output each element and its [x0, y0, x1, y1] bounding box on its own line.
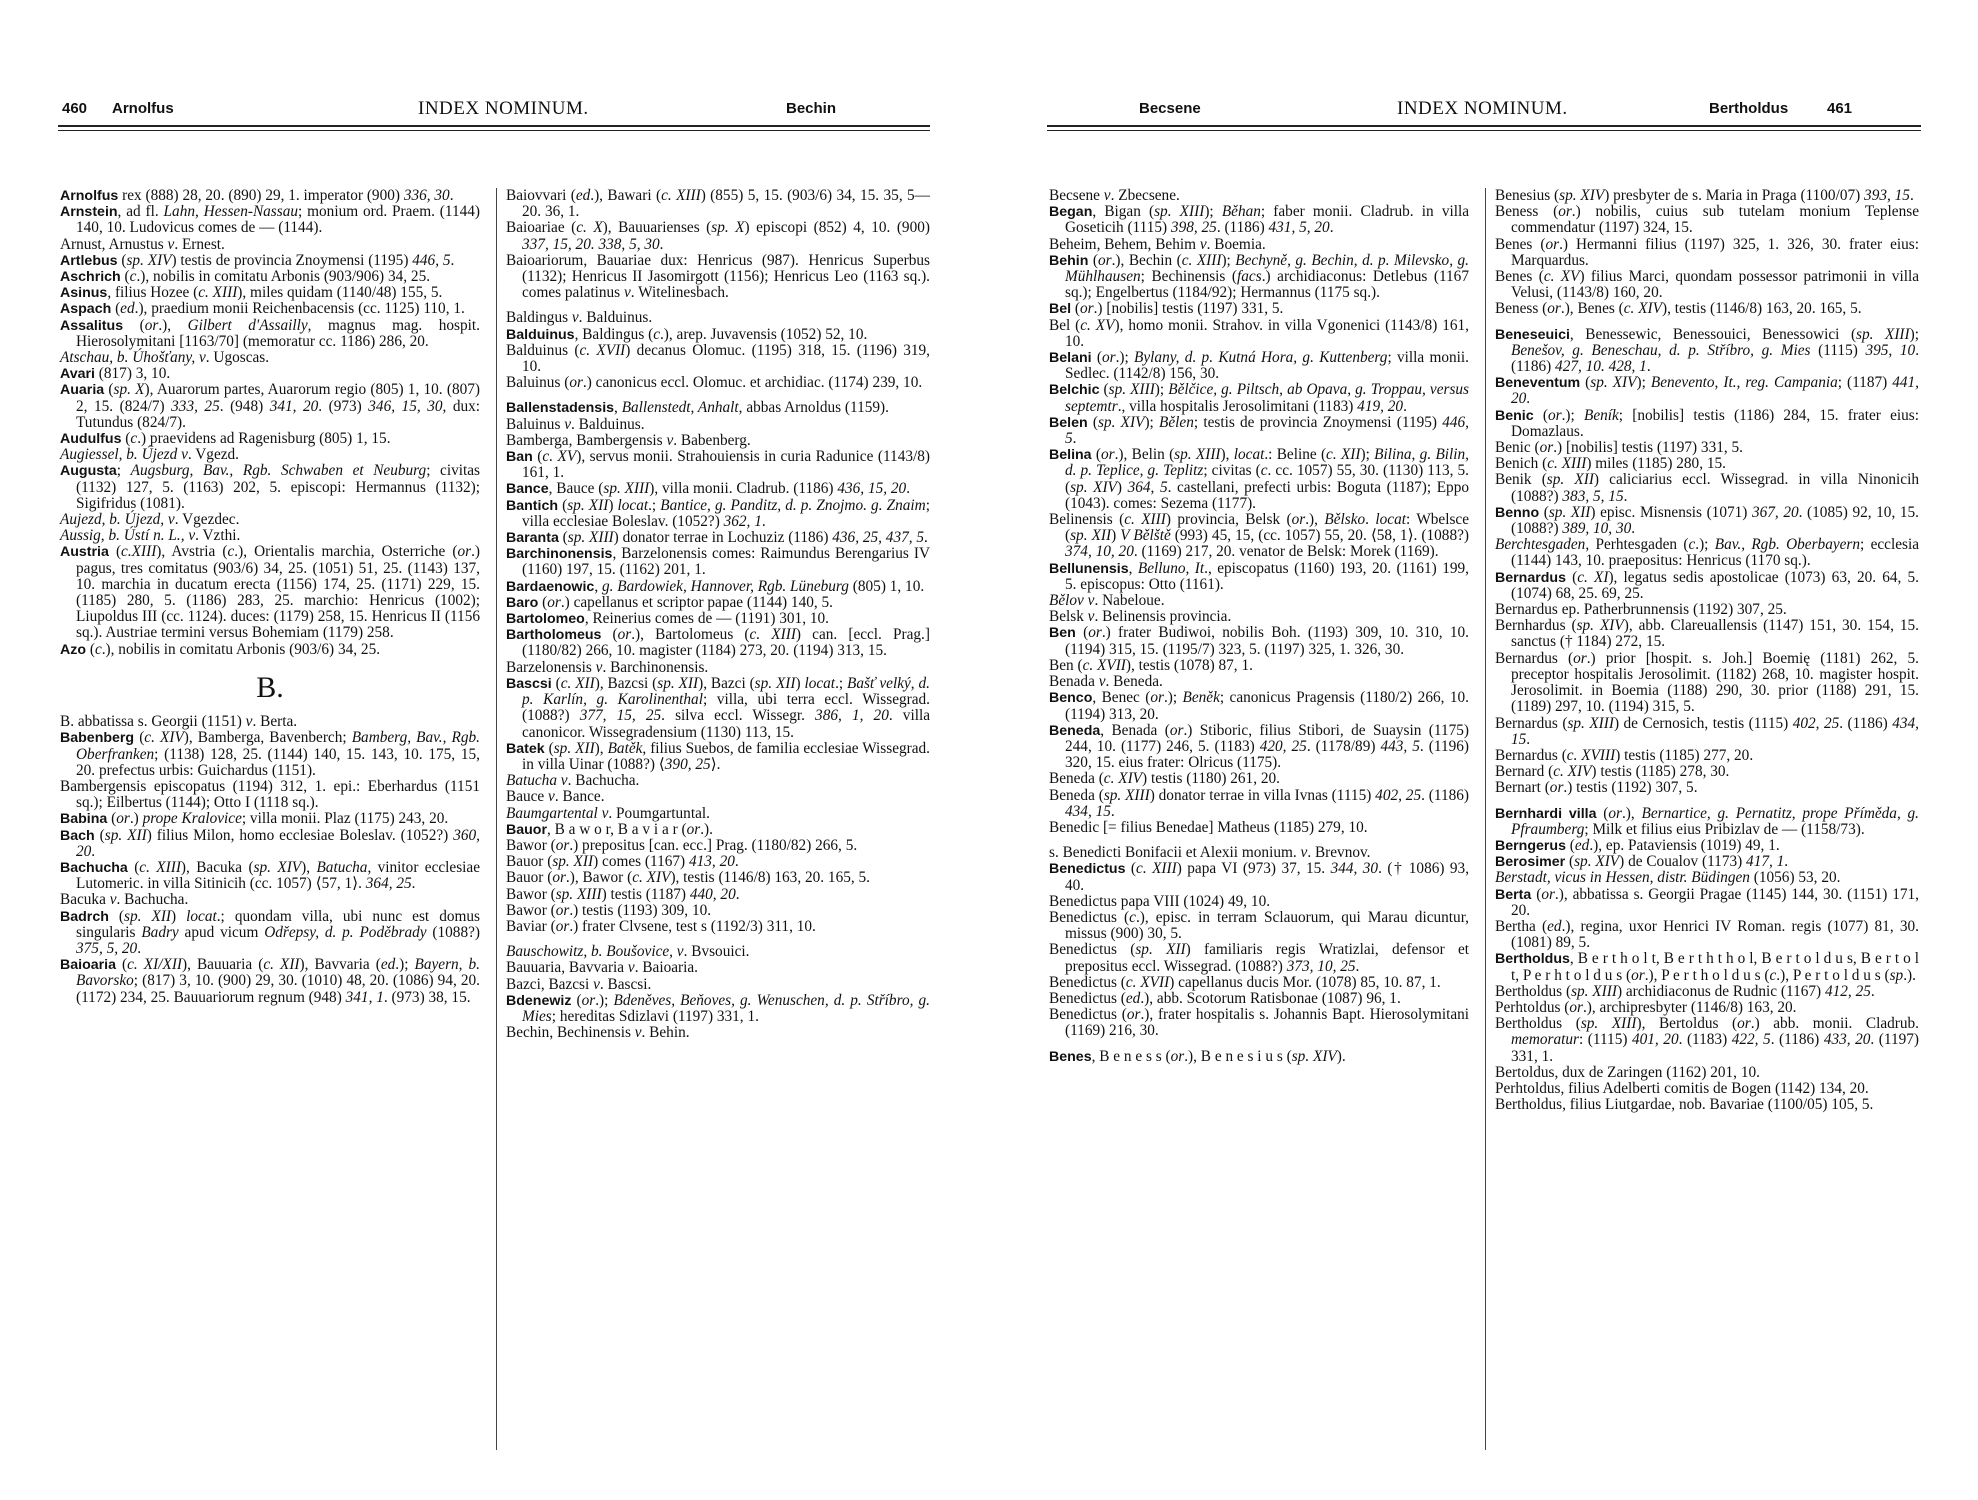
index-entry: Aspach (ed.), praedium monii Reichenbacensis (cc. 1125) 110, 1. [60, 300, 465, 318]
index-entry: Audulfus (c.) praevidens ad Ragenisburg (805) 1, 15. [60, 430, 391, 448]
index-entry: Benik (sp. XII) caliciarius eccl. Wissegrad. in villa Ninonicih (1088?) 383, 5, 15. [1495, 471, 1919, 505]
index-entry: Bernardus (c. XI), legatus sedis apostolicae (1073) 63, 20. 64, 5. (1074) 68, 25. 69, 25. [1495, 568, 1919, 602]
index-entry: Beness (or.), Benes (c. XIV), testis (1146/8) 163, 20. 165, 5. [1495, 300, 1862, 318]
index-entry: Bacuka v. Bachucha. [60, 891, 189, 909]
index-entry: Benedictus (c. XIII) papa VI (973) 37, 15. 344, 30. († 1086) 93, 40. [1049, 860, 1470, 894]
index-entry: Balduinus, Baldingus (c.), arep. Juvavensis (1052) 52, 10. [506, 325, 868, 343]
index-entry: Belani (or.); Bylany, d. p. Kutná Hora, g. Kuttenberg; villa monii. Sedlec. (1142/8) 156, 30. [1049, 349, 1469, 383]
index-entry: Perhtoldus, filius Adelberti comitis de Bogen (1142) 134, 20. [1495, 1079, 1869, 1097]
index-entry: Bartolomeo, Reinerius comes de — (1191) 301, 10. [506, 610, 829, 628]
index-entry: Artlebus (sp. XIV) testis de provincia Znoymensi (1195) 446, 5. [60, 251, 455, 269]
right-page [989, 0, 1978, 1500]
index-entry: Benco, Benec (or.); Beněk; canonicus Pragensis (1180/2) 266, 10. (1194) 313, 20. [1049, 689, 1469, 723]
right-running-head [989, 100, 1978, 124]
index-entry: Augiessel, b. Újezd v. Vgezd. [60, 446, 239, 464]
section-letter: B. [256, 670, 284, 704]
index-entry: Benedictus (c.), episc. in terram Sclauorum, qui Marau dicuntur, missus (900) 30, 5. [1049, 908, 1469, 943]
index-entry: Bel (c. XV), homo monii. Strahov. in villa Vgonenici (1143/8) 161, 10. [1049, 316, 1469, 350]
index-entry: Barzelonensis v. Barchinonensis. [506, 658, 709, 676]
index-entry: Bel (or.) [nobilis] testis (1197) 331, 5. [1049, 300, 1284, 318]
right-index-title: INDEX NOMINUM. [1397, 98, 1568, 119]
index-entry: Baumgartental v. Poumgartuntal. [506, 804, 710, 822]
index-entry: Aujezd, b. Újezd, v. Vgezdec. [60, 511, 240, 529]
index-entry: Baluinus v. Balduinus. [506, 415, 645, 433]
index-entry: Bachucha (c. XIII), Bacuka (sp. XIV), Batucha, vinitor ecclesiae Lutomeric. in villa Sitinicih (cc. 1057) ⟨57, 1⟩. 364, 25. [60, 858, 480, 893]
index-entry: Benedictus (c. XVII) capellanus ducis Mor. (1078) 85, 10. 87, 1. [1049, 973, 1441, 991]
index-entry: Baro (or.) capellanus et scriptor papae (1144) 140, 5. [506, 593, 833, 611]
index-entry: Baioariorum, Bauariae dux: Henricus (987). Henricus Superbus (1132); Henricus II Jasomirgott (1156); Henricus Leo (1163 sq.). comes palatinus v. Witelinesbach. [506, 251, 930, 302]
index-entry: Bellunensis, Belluno, It., episcopatus (1160) 193, 20. (1161) 199, 5. episcopus: Otto (1161). [1049, 559, 1469, 593]
index-entry: Belina (or.), Belin (sp. XIII), locat.: Beline (c. XII); Bilina, g. Bilin, d. p. Teplice, g. Teplitz; civitas (c. cc. 1057) 55, 30. (1130) 113, 5. (sp. XIV) 364, 5. castellani, prefecti urbis: Boguta (1187); Eppo (1043). comes: Sezema (1177). [1049, 446, 1470, 512]
index-entry: Baranta (sp. XIII) donator terrae in Lochuziz (1186) 436, 25, 437, 5. [506, 529, 928, 547]
right-column-divider [1485, 188, 1486, 1450]
index-entry: Benic (or.) [nobilis] testis (1197) 331, 5. [1495, 439, 1743, 457]
left-column-divider [496, 188, 497, 1450]
right-header-rule [1047, 125, 1921, 131]
index-entry: Behin (or.), Bechin (c. XIII); Bechyně, g. Bechin, d. p. Milevsko, g. Mühlhausen; Bechinensis (facs.) archidiaconus: Detlebus (1167 sq.); Engelbertus (1184/92); Hermannus (1175 sq.). [1049, 251, 1469, 302]
index-entry: Assalitus (or.), Gilbert d'Assailly, magnus mag. hospit. Hierosolymitani [1163/70] (memoratur cc. 1186) 286, 20. [60, 316, 480, 350]
right-column-1 [1049, 188, 1469, 1065]
index-entry: Bascsi (c. XII), Bazcsi (sp. XII), Bazci (sp. XII) locat.; Bašť velký, d. p. Karlín, g. Karolinenthal; villa, ubi terra eccl. Wissegrad. (1088?) 377, 15, 25. silva eccl. Wissegr. 386, 1, 20. villa canonicor. Wissegradensium (1130) 113, 15. [506, 674, 930, 741]
index-entry: Bauce v. Bance. [506, 788, 605, 806]
index-entry: Aussig, b. Ústí n. L., v. Vzthi. [60, 527, 241, 545]
left-catchword-end: Bechin [786, 100, 837, 117]
index-entry: Babina (or.) prope Kralovice; villa monii. Plaz (1175) 243, 20. [60, 810, 449, 828]
index-entry: Benedictus (sp. XII) familiaris regis Wratizlai, defensor et prepositus eccl. Wissegrad. (1088?) 373, 10, 25. [1049, 941, 1470, 975]
left-column-1 [60, 188, 480, 1006]
index-entry: Batek (sp. XII), Batěk, filius Suebos, de familia ecclesiae Wissegrad. in villa Uinar (1088?) ⟨390, 25⟩. [506, 739, 930, 773]
right-page-number: 461 [1827, 100, 1853, 117]
index-entry: s. Benedicti Bonifacii et Alexii monium. v. Brevnov. [1049, 844, 1371, 862]
index-entry: Berta (or.), abbatissa s. Georgii Pragae (1145) 144, 30. (1151) 171, 20. [1495, 885, 1920, 919]
index-entry: Bernhardi villa (or.), Bernartice, g. Pernatitz, prope Příměda, g. Pfraumberg; Milk et filius eius Pribizlav de — (1158/73). [1495, 804, 1920, 838]
index-entry: Bertholdus (sp. XIII) archidiaconus de Rudnic (1167) 412, 25. [1495, 982, 1875, 1000]
index-entry: Baioariae (c. X), Bauuarienses (sp. X) episcopi (852) 4, 10. (900) 337, 15, 20. 338, 5, 30. [506, 219, 930, 253]
index-entry: Aschrich (c.), nobilis in comitatu Arbonis (903/906) 34, 25. [60, 268, 431, 286]
index-entry: Badrch (sp. XII) locat.; quondam villa, ubi nunc est domus singularis Badry apud vicum Odřepsy, d. p. Poděbrady (1088?) 375, 5, 20. [60, 907, 480, 957]
index-entry: Barchinonensis, Barzelonensis comes: Raimundus Berengarius IV (1160) 197, 15. (1162) 201, 1. [506, 545, 930, 579]
index-entry: Baluinus (or.) canonicus eccl. Olomuc. et archidiac. (1174) 239, 10. [506, 374, 923, 392]
index-entry: Bach (sp. XII) filius Milon, homo ecclesiae Boleslav. (1052?) 360, 20. [60, 826, 480, 860]
index-entry: Balduinus (c. XVII) decanus Olomuc. (1195) 318, 15. (1196) 319, 10. [506, 341, 930, 376]
index-entry: Baioaria (c. XI/XII), Bauuaria (c. XII), Bavvaria (ed.); Bayern, b. Bavorsko; (817) 3, 10. (900) 29, 30. (1010) 48, 20. (1086) 94, 20. (1172) 234, 25. Bauuariorum regnum (948) 341, 1. (973) 38, 15. [60, 956, 481, 1006]
index-entry: Baviar (or.) frater Clvsene, test s (1192/3) 311, 10. [506, 917, 816, 935]
index-entry: Benno (sp. XII) episc. Misnensis (1071) 367, 20. (1085) 92, 10, 15. (1088?) 389, 10, 30. [1495, 503, 1919, 538]
index-entry: Beneseuici, Benessewic, Benessouici, Benessowici (sp. XIII); Benešov, g. Beneschau, d. p. Stříbro, g. Mies (1115) 395, 10. (1186) 427, 10. 428, 1. [1495, 325, 1920, 376]
index-entry: Bauschowitz, b. Boušovice, v. Bvsouici. [506, 943, 750, 961]
left-header-rule [58, 125, 930, 131]
index-entry: Arnstein, ad fl. Lahn, Hessen-Nassau; monium ord. Praem. (1144) 140, 10. Ludovicus comes de — (1144). [60, 203, 481, 237]
index-entry: Becsene v. Zbecsene. [1049, 187, 1180, 204]
index-entry: Ban (c. XV), servus monii. Strahouiensis in curia Radunice (1143/8) 161, 1. [506, 448, 930, 482]
index-entry: Perhtoldus (or.), archipresbyter (1146/8) 163, 20. [1495, 998, 1797, 1016]
index-entry: Bertoldus, dux de Zaringen (1162) 201, 10. [1495, 1063, 1760, 1081]
index-entry: Berosimer (sp. XIV) de Coualov (1173) 417, 1. [1495, 853, 1789, 871]
index-entry: Bertholdus, filius Liutgardae, nob. Bavariae (1100/05) 105, 5. [1495, 1096, 1874, 1114]
index-entry: Ballenstadensis, Ballenstedt, Anhalt, abbas Arnoldus (1159). [506, 399, 889, 417]
index-entry: Belsk v. Belinensis provincia. [1049, 608, 1232, 626]
index-entry: Beheim, Behem, Behim v. Boemia. [1049, 235, 1266, 253]
index-entry: Bazci, Bazcsi v. Bascsi. [506, 975, 652, 993]
index-entry: Berchtesgaden, Perhtesgaden (c.); Bav., Rgb. Oberbayern; ecclesia (1144) 143, 10. praepositus: Henricus (1170 sq.). [1495, 536, 1920, 570]
index-entry: Asinus, filius Hozee (c. XIII), miles quidam (1140/48) 155, 5. [60, 284, 443, 302]
index-entry: Batucha v. Bachucha. [506, 772, 640, 790]
index-entry: Beness (or.) nobilis, cuius sub tutelam monium Teplense commendatur (1197) 324, 15. [1495, 203, 1919, 237]
index-entry: Bertholdus, B e r t h o l t, B e r t h t h o l, B e r t o l d u s, B e r t o l t, P e r h t o l d u s (or.), P e r t h o l d u s (c.), P e r t o l d u s (sp.). [1495, 950, 1919, 984]
right-catchword-end: Bertholdus [1709, 100, 1789, 117]
index-entry: Benedic [= filius Benedae] Matheus (1185) 279, 10. [1049, 818, 1368, 836]
index-entry: Berngerus (ed.), ep. Pataviensis (1019) 49, 1. [1495, 836, 1780, 854]
index-entry: Baiovvari (ed.), Bawari (c. XIII) (855) 5, 15. (903/6) 34, 15. 35, 5—20. 36, 1. [506, 187, 930, 221]
index-entry: Bawor (or.) prepositus [can. ecc.] Prag. (1180/82) 266, 5. [506, 836, 858, 854]
index-entry: B. abbatissa s. Georgii (1151) v. Berta. [60, 713, 298, 731]
index-entry: Bartholomeus (or.), Bartolomeus (c. XIII) can. [eccl. Prag.] (1180/82) 266, 10. magister (1184) 273, 20. (1194) 313, 15. [506, 626, 930, 660]
index-entry: Benic (or.); Beník; [nobilis] testis (1186) 284, 15. frater eius: Domazlaus. [1495, 406, 1919, 440]
index-entry: Benesius (sp. XIV) presbyter de s. Maria in Praga (1100/07) 393, 15. [1495, 187, 1914, 204]
index-entry: Ben (c. XVII), testis (1078) 87, 1. [1049, 656, 1253, 674]
index-entry: Benada v. Beneda. [1049, 673, 1163, 691]
index-entry: Bělov v. Nabeloue. [1049, 592, 1165, 610]
index-entry: Atschau, b. Úhošťany, v. Ugoscas. [60, 349, 270, 367]
index-entry: Babenberg (c. XIV), Bamberga, Bavenberch; Bamberg, Bav., Rgb. Oberfranken; (1138) 128, 25. (1144) 140, 15. 143, 10. 175, 15, 20. prefectus urbis: Guichardus (1151). [60, 729, 480, 779]
index-entry: Ben (or.) frater Budiwoi, nobilis Boh. (1193) 309, 10. 310, 10. (1194) 315, 15. (1195/7) 323, 5. (1197) 325, 1. 326, 30. [1049, 624, 1469, 658]
index-entry: Bernardus ep. Patherbrunnensis (1192) 307, 25. [1495, 601, 1787, 619]
index-entry: Austria (c.XIII), Avstria (c.), Orientalis marchia, Osterriche (or.) pagus, tres comitatus (903/6) 34, 25. (1051) 51, 25. (1143) 137, 10. marchia in ducatum erecta (1156) 174, 25. (1171) 229, 15. (1185) 280, 5. (1186) 283, 25. marchio: Henricus (1002); Liupoldus III (cc. 1124). duces: (1179) 258, 15. Henricus II (1156 sq.). Austriae termini versus Bohemiam (1179) 258. [60, 543, 480, 642]
left-page-number: 460 [62, 100, 88, 117]
index-entry: Arnolfus rex (888) 28, 20. (890) 29, 1. imperator (900) 336, 30. [60, 187, 454, 204]
index-entry: Belen (sp. XIV); Bělen; testis de provincia Znoymensi (1195) 446, 5. [1049, 413, 1470, 448]
index-entry: Bernart (or.) testis (1192) 307, 5. [1495, 779, 1698, 797]
right-column-2 [1495, 188, 1919, 1113]
index-entry: Azo (c.), nobilis in comitatu Arbonis (903/6) 34, 25. [60, 640, 381, 658]
index-entry: Benedictus (ed.), abb. Scotorum Ratisbonae (1087) 96, 1. [1049, 989, 1401, 1007]
left-running-head [0, 100, 989, 124]
index-entry: Bauor (sp. XII) comes (1167) 413, 20. [506, 853, 739, 871]
index-entry: Bantich (sp. XII) locat.; Bantice, g. Panditz, d. p. Znojmo. g. Znaim; villa ecclesiae Boleslav. (1052?) 362, 1. [506, 496, 930, 530]
left-catchword-start: Arnolfus [112, 100, 174, 117]
index-entry: Bamberga, Bambergensis v. Babenberg. [506, 431, 751, 449]
index-entry: Arnust, Arnustus v. Ernest. [60, 235, 225, 253]
index-entry: Began, Bigan (sp. XIII); Běhan; faber monii. Cladrub. in villa Goseticih (1115) 398, 25. (1186) 431, 5, 20. [1049, 203, 1470, 237]
index-entry: Augusta; Augsburg, Bav., Rgb. Schwaben et Neuburg; civitas (1132) 127, 5. (1163) 202, 5. episcopi: Hermannus (1132); Sigifridus (1081). [60, 462, 480, 512]
index-entry: Bernhardus (sp. XIV), abb. Clareuallensis (1147) 151, 30. 154, 15. sanctus († 1184) 272, 15. [1495, 617, 1919, 651]
index-entry: Baldingus v. Balduinus. [506, 309, 653, 327]
index-entry: Beneda (sp. XIII) donator terrae in villa Ivnas (1115) 402, 25. (1186) 434, 15. [1049, 786, 1469, 820]
right-catchword-start: Becsene [1139, 100, 1201, 117]
index-entry: Bauor (or.), Bawor (c. XIV), testis (1146/8) 163, 20. 165, 5. [506, 869, 870, 887]
index-entry: Bauor, B a w o r, B a v i a r (or.). [506, 820, 713, 838]
index-entry: Benedictus (or.), frater hospitalis s. Johannis Bapt. Hierosolymitani (1169) 216, 30. [1049, 1006, 1470, 1040]
index-entry: Bdenewiz (or.); Bdeněves, Beňoves, g. Wenuschen, d. p. Stříbro, g. Mies; hereditas Sdizlavi (1197) 331, 1. [506, 991, 930, 1025]
index-entry: Benedictus papa VIII (1024) 49, 10. [1049, 892, 1271, 910]
left-column-2 [506, 188, 930, 1041]
index-entry: Bardaenowic, g. Bardowiek, Hannover, Rgb. Lüneburg (805) 1, 10. [506, 577, 925, 595]
index-entry: Bernardus (c. XVIII) testis (1185) 277, 20. [1495, 746, 1754, 764]
index-entry: Beneda (c. XIV) testis (1180) 261, 20. [1049, 770, 1280, 788]
index-entry: Bernardus (sp. XIII) de Cernosich, testis (1115) 402, 25. (1186) 434, 15. [1495, 714, 1920, 748]
index-entry: Beneventum (sp. XIV); Benevento, It., reg. Campania; (1187) 441, 20. [1495, 374, 1919, 408]
index-entry: Avari (817) 3, 10. [60, 365, 171, 383]
index-entry: Bance, Bauce (sp. XIII), villa monii. Cladrub. (1186) 436, 15, 20. [506, 480, 911, 498]
index-entry: Bernardus (or.) prior [hospit. s. Joh.] Boemię (1181) 262, 5. preceptor hospitalis Jerosolimit. (1182) 268, 10. magister hospit. Jerosolimit. in Boemia (1188) 290, 30. prior (1188) 291, 15. (1189) 297, 10. (1194) 315, 5. [1495, 649, 1919, 716]
index-entry: Benes (or.) Hermanni filius (1197) 325, 1. 326, 30. frater eius: Marquardus. [1495, 235, 1919, 269]
index-entry: Bambergensis episcopatus (1194) 312, 1. epi.: Eberhardus (1151 sq.); Eilbertus (1144); Otto I (1118 sq.). [60, 777, 480, 812]
left-index-title: INDEX NOMINUM. [418, 98, 589, 119]
index-entry: Bertholdus (sp. XIII), Bertoldus (or.) abb. monii. Cladrub. memoratur: (1115) 401, 20. (1183) 422, 5. (1186) 433, 20. (1197) 331, 1. [1495, 1015, 1920, 1065]
index-entry: Bechin, Bechinensis v. Behin. [506, 1024, 690, 1042]
index-entry: Belchic (sp. XIII); Bělčice, g. Piltsch, ab Opava, g. Troppau, versus septemtr., villa hospitalis Jerosolimitani (1183) 419, 20. [1049, 381, 1469, 415]
index-entry: Bauuaria, Bavvaria v. Baioaria. [506, 959, 698, 977]
index-entry: Benes, B e n e s s (or.), B e n e s i u s (sp. XIV). [1049, 1047, 1346, 1065]
index-entry: Bernard (c. XIV) testis (1185) 278, 30. [1495, 763, 1730, 781]
index-entry: Bertha (ed.), regina, uxor Henrici IV Roman. regis (1077) 81, 30. (1081) 89, 5. [1495, 917, 1919, 952]
index-entry: Auaria (sp. X), Auarorum partes, Auarorum regio (805) 1, 10. (807) 2, 15. (824/7) 333, 25. (948) 341, 20. (973) 346, 15, 30, dux: Tutundus (824/7). [60, 381, 481, 431]
index-entry: Bawor (sp. XIII) testis (1187) 440, 20. [506, 885, 740, 903]
index-entry: Benich (c. XIII) miles (1185) 280, 15. [1495, 455, 1726, 473]
index-entry: Bawor (or.) testis (1193) 309, 10. [506, 901, 712, 919]
index-entry: Beneda, Benada (or.) Stiboric, filius Stibori, de Suaysin (1175) 244, 10. (1177) 246, 5. (1183) 420, 25. (1178/89) 443, 5. (1196) 320, 15. eius frater: Olricus (1175). [1049, 721, 1469, 772]
index-entry: Benes (c. XV) filius Marci, quondam possessor patrimonii in villa Velusi, (1143/8) 160, 20. [1495, 268, 1919, 302]
index-entry: Belinensis (c. XIII) provincia, Belsk (or.), Bělsko. locat: Wbelsce (sp. XII) V Bělště (993) 45, 15, (cc. 1057) 55, 20. ⟨58, 1⟩. (1088?) 374, 10, 20. (1169) 217, 20. venator de Belsk: Morek (1169). [1049, 511, 1469, 561]
index-entry: Berstadt, vicus in Hessen, distr. Büdingen (1056) 53, 20. [1495, 869, 1841, 887]
